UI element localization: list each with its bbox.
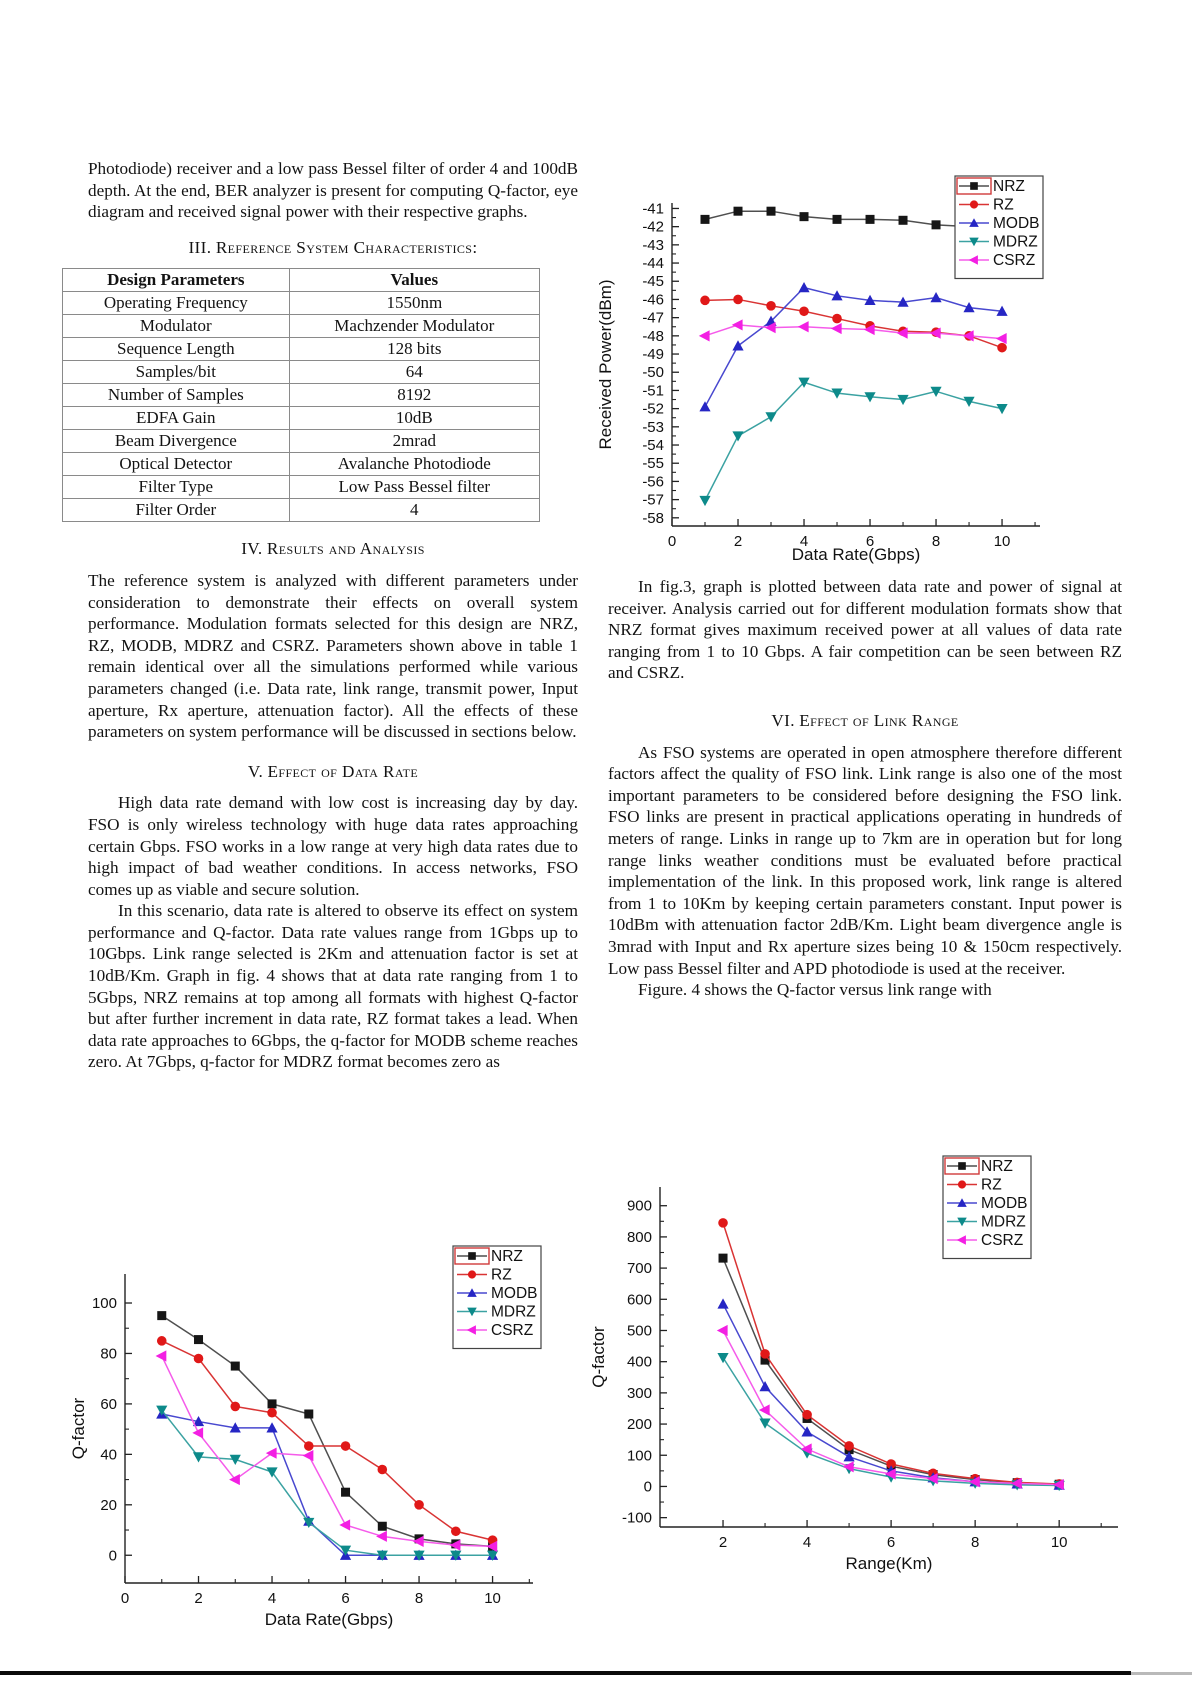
page-bottom-rule-tail: [1131, 1672, 1192, 1675]
svg-text:20: 20: [100, 1496, 117, 1514]
svg-text:Range(Km): Range(Km): [845, 1554, 933, 1573]
table-header-row: [63, 269, 540, 292]
table-cell: Machzender Modulator: [289, 315, 539, 338]
svg-text:RZ: RZ: [981, 1176, 1002, 1194]
svg-text:2: 2: [194, 1590, 203, 1607]
paragraph-datarate-1: High data rate demand with low cost is increasing day by day. FSO is only wireless technology with huge data rates approaching certain Gbps. FSO works in a low range at very high data rates due to high impact of bad weather conditions. In access networks, FSO comes up as viable and secure solution.: [88, 793, 578, 899]
svg-text:MODB: MODB: [491, 1285, 538, 1302]
svg-text:-56: -56: [642, 473, 664, 491]
svg-text:RZ: RZ: [993, 196, 1014, 214]
section-heading-iii: [88, 237, 578, 259]
table-header-cell: Design Parameters: [63, 269, 290, 292]
svg-text:-44: -44: [642, 255, 664, 273]
table-row: [63, 338, 540, 361]
table-row: [63, 361, 540, 384]
svg-text:MDRZ: MDRZ: [491, 1303, 536, 1321]
table-cell: Filter Type: [63, 476, 290, 499]
svg-text:0: 0: [120, 1590, 130, 1607]
table-cell: 4: [289, 499, 539, 522]
svg-text:400: 400: [626, 1353, 652, 1371]
page-bottom-rule: [0, 1671, 1131, 1675]
figure-qfactor-vs-datarate: [68, 1238, 558, 1633]
svg-text:300: 300: [626, 1384, 652, 1402]
svg-text:-48: -48: [642, 327, 664, 345]
svg-text:800: 800: [626, 1228, 652, 1246]
svg-text:-45: -45: [642, 273, 664, 291]
svg-text:100: 100: [91, 1295, 117, 1313]
table-cell: Number of Samples: [63, 384, 290, 407]
paragraph-fig4-intro: Figure. 4 shows the Q-factor versus link range with: [638, 980, 992, 1000]
section-number: VI.: [771, 710, 795, 730]
svg-text:40: 40: [100, 1446, 117, 1464]
svg-text:-55: -55: [642, 455, 664, 473]
table-row: [63, 407, 540, 430]
svg-text:10: 10: [1050, 1534, 1068, 1551]
section-heading-v: [88, 761, 578, 783]
svg-text:200: 200: [626, 1416, 652, 1434]
svg-text:Data Rate(Gbps): Data Rate(Gbps): [791, 545, 921, 564]
right-column: [608, 576, 1122, 1001]
svg-text:8: 8: [931, 533, 941, 550]
svg-text:-42: -42: [642, 218, 664, 236]
svg-text:-41: -41: [642, 200, 664, 218]
section-title: Results and Analysis: [266, 539, 425, 559]
section-number: V.: [247, 761, 264, 781]
table-cell: Sequence Length: [63, 338, 290, 361]
svg-text:10: 10: [484, 1590, 501, 1607]
svg-text:600: 600: [626, 1291, 652, 1309]
svg-text:-46: -46: [642, 291, 664, 309]
svg-text:-50: -50: [642, 364, 664, 382]
svg-text:NRZ: NRZ: [981, 1158, 1013, 1175]
table-cell: 2mrad: [289, 430, 539, 453]
svg-text:-43: -43: [642, 236, 664, 254]
svg-text:4: 4: [799, 533, 809, 550]
svg-text:NRZ: NRZ: [993, 178, 1025, 195]
qfactor-range-chart: [588, 1072, 1128, 1577]
svg-text:-58: -58: [642, 509, 664, 527]
svg-text:8: 8: [414, 1590, 424, 1607]
svg-text:6: 6: [865, 533, 875, 550]
paragraph-datarate-2: In this scenario, data rate is altered to observe its effect on system performance and Q-factor. Data rate values range from 1Gbps up to 10Gbps. Link range selected is 2Km and attenuation factor is set at 10dB/Km. Graph in fig. 4 shows that at data rate ranging from 1 to 5Gbps, NRZ remains at top among all formats with highest Q-factor but after further increment in data rate, RZ format takes a lead. When data rate approaches to 6Gbps, the q-factor for MODB scheme reaches zero. At 7Gbps, q-factor for MDRZ format becomes zero as: [88, 901, 578, 1072]
figure-received-power-vs-datarate: [595, 148, 1055, 568]
table-row: [63, 315, 540, 338]
paragraph-linkrange: As FSO systems are operated in open atmosphere therefore different factors affect the quality of FSO link. Link range is also one of the most important parameters to be considered before designing the FSO link. FSO links are present in practical applications operating in hundreds of meters of range. Links in range up to 7km are in operation but for long range links weather conditions must be evaluated before practical implementation of the link. In this proposed work, link range is altered from 1 to 10Km by keeping certain parameters constant. Input power is 10dBm with attenuation factor 2dB/Km. Light beam divergence angle is 3mrad with Input and Rx aperture sizes being 10 & 150cm respectively. Low pass Bessel filter and APD photodiode is used at the receiver.: [608, 742, 1122, 978]
table-cell: Avalanche Photodiode: [289, 453, 539, 476]
svg-text:0: 0: [643, 1478, 652, 1496]
section-number: III.: [188, 237, 212, 257]
svg-text:100: 100: [626, 1447, 652, 1465]
paragraph-results: The reference system is analyzed with different parameters under consideration to demonstrate their effects on overall system performance. Modulation formats selected for this design are NRZ, RZ, MODB, MDRZ and CSRZ. Parameters shown above in table 1 remain identical over all the simulations performed while various parameters changed (i.e. Data rate, link range, transmit power, Input aperture, Rx aperture, attenuation factor). All the effects of these parameters on system performance will be discussed in sections below.: [88, 570, 578, 742]
section-heading-iv: [88, 538, 578, 560]
svg-text:Q-factor: Q-factor: [69, 1397, 88, 1460]
svg-text:MODB: MODB: [993, 215, 1040, 232]
section-heading-vi: [608, 710, 1122, 732]
table-cell: Optical Detector: [63, 453, 290, 476]
svg-text:6: 6: [341, 1590, 350, 1607]
svg-text:Q-factor: Q-factor: [589, 1326, 608, 1388]
table-cell: 1550nm: [289, 292, 539, 315]
svg-text:-54: -54: [642, 437, 664, 455]
svg-text:2: 2: [718, 1534, 728, 1551]
section-number: IV.: [241, 539, 263, 559]
svg-text:8: 8: [970, 1534, 980, 1551]
svg-text:-51: -51: [642, 382, 664, 400]
table-cell: 8192: [289, 384, 539, 407]
table-cell: Beam Divergence: [63, 430, 290, 453]
svg-text:10: 10: [993, 533, 1011, 550]
svg-text:Received Power(dBm): Received Power(dBm): [596, 279, 615, 450]
svg-text:-53: -53: [642, 418, 664, 436]
table-head: [63, 269, 540, 292]
svg-text:CSRZ: CSRZ: [491, 1322, 534, 1339]
received-power-chart: [595, 148, 1055, 568]
svg-text:RZ: RZ: [491, 1266, 512, 1284]
section-title: Effect of Link Range: [799, 710, 959, 730]
table-cell: Filter Order: [63, 499, 290, 522]
table-body: [63, 292, 540, 522]
design-parameters-table: [62, 268, 540, 522]
svg-text:-100: -100: [621, 1509, 652, 1527]
table-cell: 128 bits: [289, 338, 539, 361]
table-cell: 10dB: [289, 407, 539, 430]
figure-qfactor-vs-range: [588, 1072, 1128, 1577]
table-cell: Operating Frequency: [63, 292, 290, 315]
table-cell: EDFA Gain: [63, 407, 290, 430]
svg-text:0: 0: [667, 533, 677, 550]
svg-text:-57: -57: [642, 491, 664, 509]
svg-text:NRZ: NRZ: [491, 1248, 523, 1265]
table-cell: 64: [289, 361, 539, 384]
svg-text:6: 6: [886, 1534, 896, 1551]
svg-text:80: 80: [100, 1345, 117, 1363]
qfactor-datarate-chart: [68, 1238, 558, 1633]
svg-text:500: 500: [626, 1322, 652, 1340]
paragraph-fig3: In fig.3, graph is plotted between data rate and power of signal at receiver. Analysis carried out for different modulation formats show that NRZ format gives maximum received power at all values of data rate ranging from 1 to 10 Gbps. A fair competition can be seen between RZ and CSRZ.: [608, 577, 1122, 683]
table-row: [63, 453, 540, 476]
table-row: [63, 499, 540, 522]
table-row: [63, 292, 540, 315]
left-column: [88, 158, 578, 1073]
table-cell: Samples/bit: [63, 361, 290, 384]
table-row: [63, 476, 540, 499]
paragraph-intro: Photodiode) receiver and a low pass Bessel filter of order 4 and 100dB depth. At the end, BER analyzer is present for computing Q-factor, eye diagram and received signal power with their respective graphs.: [88, 159, 578, 222]
svg-text:CSRZ: CSRZ: [993, 252, 1036, 269]
table-row: [63, 384, 540, 407]
svg-text:MDRZ: MDRZ: [981, 1213, 1026, 1231]
svg-text:-52: -52: [642, 400, 664, 418]
table-cell: Low Pass Bessel filter: [289, 476, 539, 499]
svg-text:60: 60: [100, 1395, 117, 1413]
table-cell: Modulator: [63, 315, 290, 338]
table-row: [63, 430, 540, 453]
section-title: Reference System Characteristics:: [215, 237, 478, 257]
svg-text:4: 4: [802, 1534, 812, 1551]
svg-text:4: 4: [267, 1590, 277, 1607]
svg-text:MDRZ: MDRZ: [993, 233, 1038, 251]
svg-text:2: 2: [733, 533, 743, 550]
svg-text:0: 0: [108, 1547, 117, 1565]
svg-text:CSRZ: CSRZ: [981, 1232, 1024, 1249]
svg-text:-47: -47: [642, 309, 664, 327]
section-title: Effect of Data Rate: [267, 761, 419, 781]
svg-text:900: 900: [626, 1197, 652, 1215]
svg-text:-49: -49: [642, 346, 664, 364]
svg-text:Data Rate(Gbps): Data Rate(Gbps): [264, 1610, 394, 1629]
table-header-cell: Values: [289, 269, 539, 292]
svg-text:700: 700: [626, 1260, 652, 1278]
svg-text:MODB: MODB: [981, 1195, 1028, 1212]
